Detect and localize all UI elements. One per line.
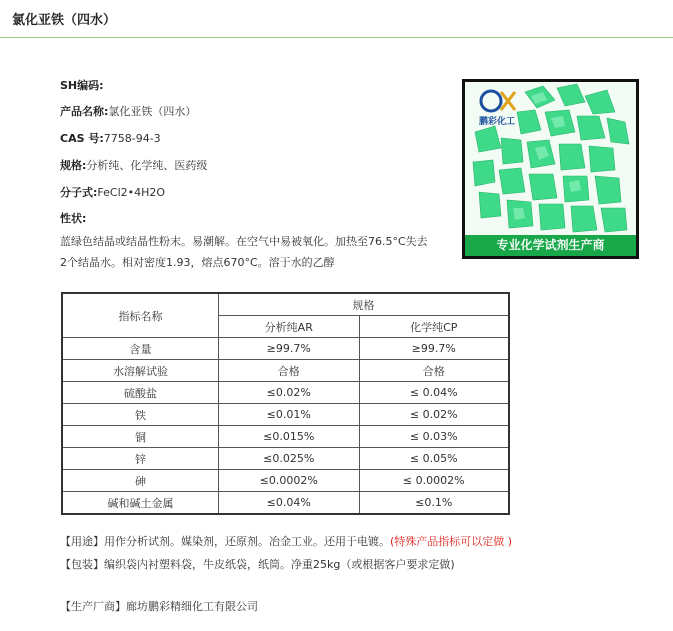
manufacturer-note: 【生产厂商】廊坊鹏彩精细化工有限公司 [60, 600, 258, 613]
row-ar-value: ≥99.7% [219, 338, 360, 360]
row-ar-value: ≤0.04% [219, 492, 360, 515]
row-ar-value: ≤0.01% [219, 404, 360, 426]
field-label: 产品名称: [60, 105, 109, 118]
company-logo-icon [477, 88, 521, 114]
header-item-name: 指标名称 [62, 293, 219, 338]
row-cp-value: ≤ 0.04% [359, 382, 509, 404]
table-row [62, 338, 509, 360]
row-name: 硫酸盐 [62, 382, 219, 404]
table-row [62, 404, 509, 426]
spec-table [61, 292, 510, 515]
page-title: 氯化亚铁（四水） [12, 13, 117, 28]
field-label: 分子式: [60, 186, 98, 199]
table-row [62, 492, 509, 515]
usage-text: 【用途】用作分析试剂。媒染剂，还原剂。冶金工业。还用于电镀。 [60, 535, 390, 548]
field-formula [60, 184, 165, 200]
field-cas [60, 130, 161, 146]
header-spec-group: 规格 [219, 293, 510, 316]
row-name: 碱和碱土金属 [62, 492, 219, 515]
field-sh-code [60, 77, 104, 93]
row-cp-value: 合格 [359, 360, 509, 382]
row-cp-value: ≤ 0.05% [359, 448, 509, 470]
logo-text: 鹏彩化工 [479, 117, 516, 127]
description-line-1: 蓝绿色结晶或结晶性粉末。易潮解。在空气中易被氧化。加热至76.5°C失去 [60, 235, 428, 248]
row-cp-value: ≥99.7% [359, 338, 509, 360]
row-cp-value: ≤0.1% [359, 492, 509, 515]
usage-note [60, 533, 512, 549]
row-cp-value: ≤ 0.03% [359, 426, 509, 448]
row-ar-value: ≤0.0002% [219, 470, 360, 492]
title-divider [0, 37, 673, 38]
row-name: 含量 [62, 338, 219, 360]
row-cp-value: ≤ 0.0002% [359, 470, 509, 492]
header-cp: 化学纯CP [359, 316, 509, 338]
row-name: 铁 [62, 404, 219, 426]
field-value: FeCl2•4H2O [97, 186, 166, 199]
row-ar-value: ≤0.025% [219, 448, 360, 470]
product-image [462, 79, 639, 259]
field-grade [60, 157, 207, 173]
row-name: 锌 [62, 448, 219, 470]
usage-custom-note: (特殊产品指标可以定做 ) [390, 535, 513, 548]
row-cp-value: ≤ 0.02% [359, 404, 509, 426]
field-product-name [60, 103, 196, 119]
table-row [62, 360, 509, 382]
table-row [62, 448, 509, 470]
field-value: 7758-94-3 [103, 132, 161, 145]
row-ar-value: ≤0.02% [219, 382, 360, 404]
table-row [62, 426, 509, 448]
field-label: SH编码: [60, 79, 104, 92]
field-label: CAS 号: [60, 132, 104, 145]
product-banner: 专业化学试剂生产商 [465, 235, 636, 256]
table-row [62, 382, 509, 404]
field-label: 规格: [60, 159, 87, 172]
description-line-2: 2个结晶水。相对密度1.93，熔点670°C。溶于水的乙醇 [60, 256, 335, 269]
row-name: 砷 [62, 470, 219, 492]
field-properties [60, 210, 86, 226]
row-name: 水溶解试验 [62, 360, 219, 382]
packaging-note: 【包装】编织袋内衬塑料袋，牛皮纸袋，纸筒。净重25kg（或根据客户要求定做) [60, 558, 455, 571]
header-ar: 分析纯AR [219, 316, 360, 338]
field-value: 分析纯、化学纯、医药级 [86, 159, 208, 172]
table-header-row [62, 293, 509, 316]
table-row [62, 470, 509, 492]
field-value: 氯化亚铁（四水） [108, 105, 197, 118]
row-name: 铜 [62, 426, 219, 448]
row-ar-value: 合格 [219, 360, 360, 382]
row-ar-value: ≤0.015% [219, 426, 360, 448]
field-label: 性状: [60, 212, 87, 225]
